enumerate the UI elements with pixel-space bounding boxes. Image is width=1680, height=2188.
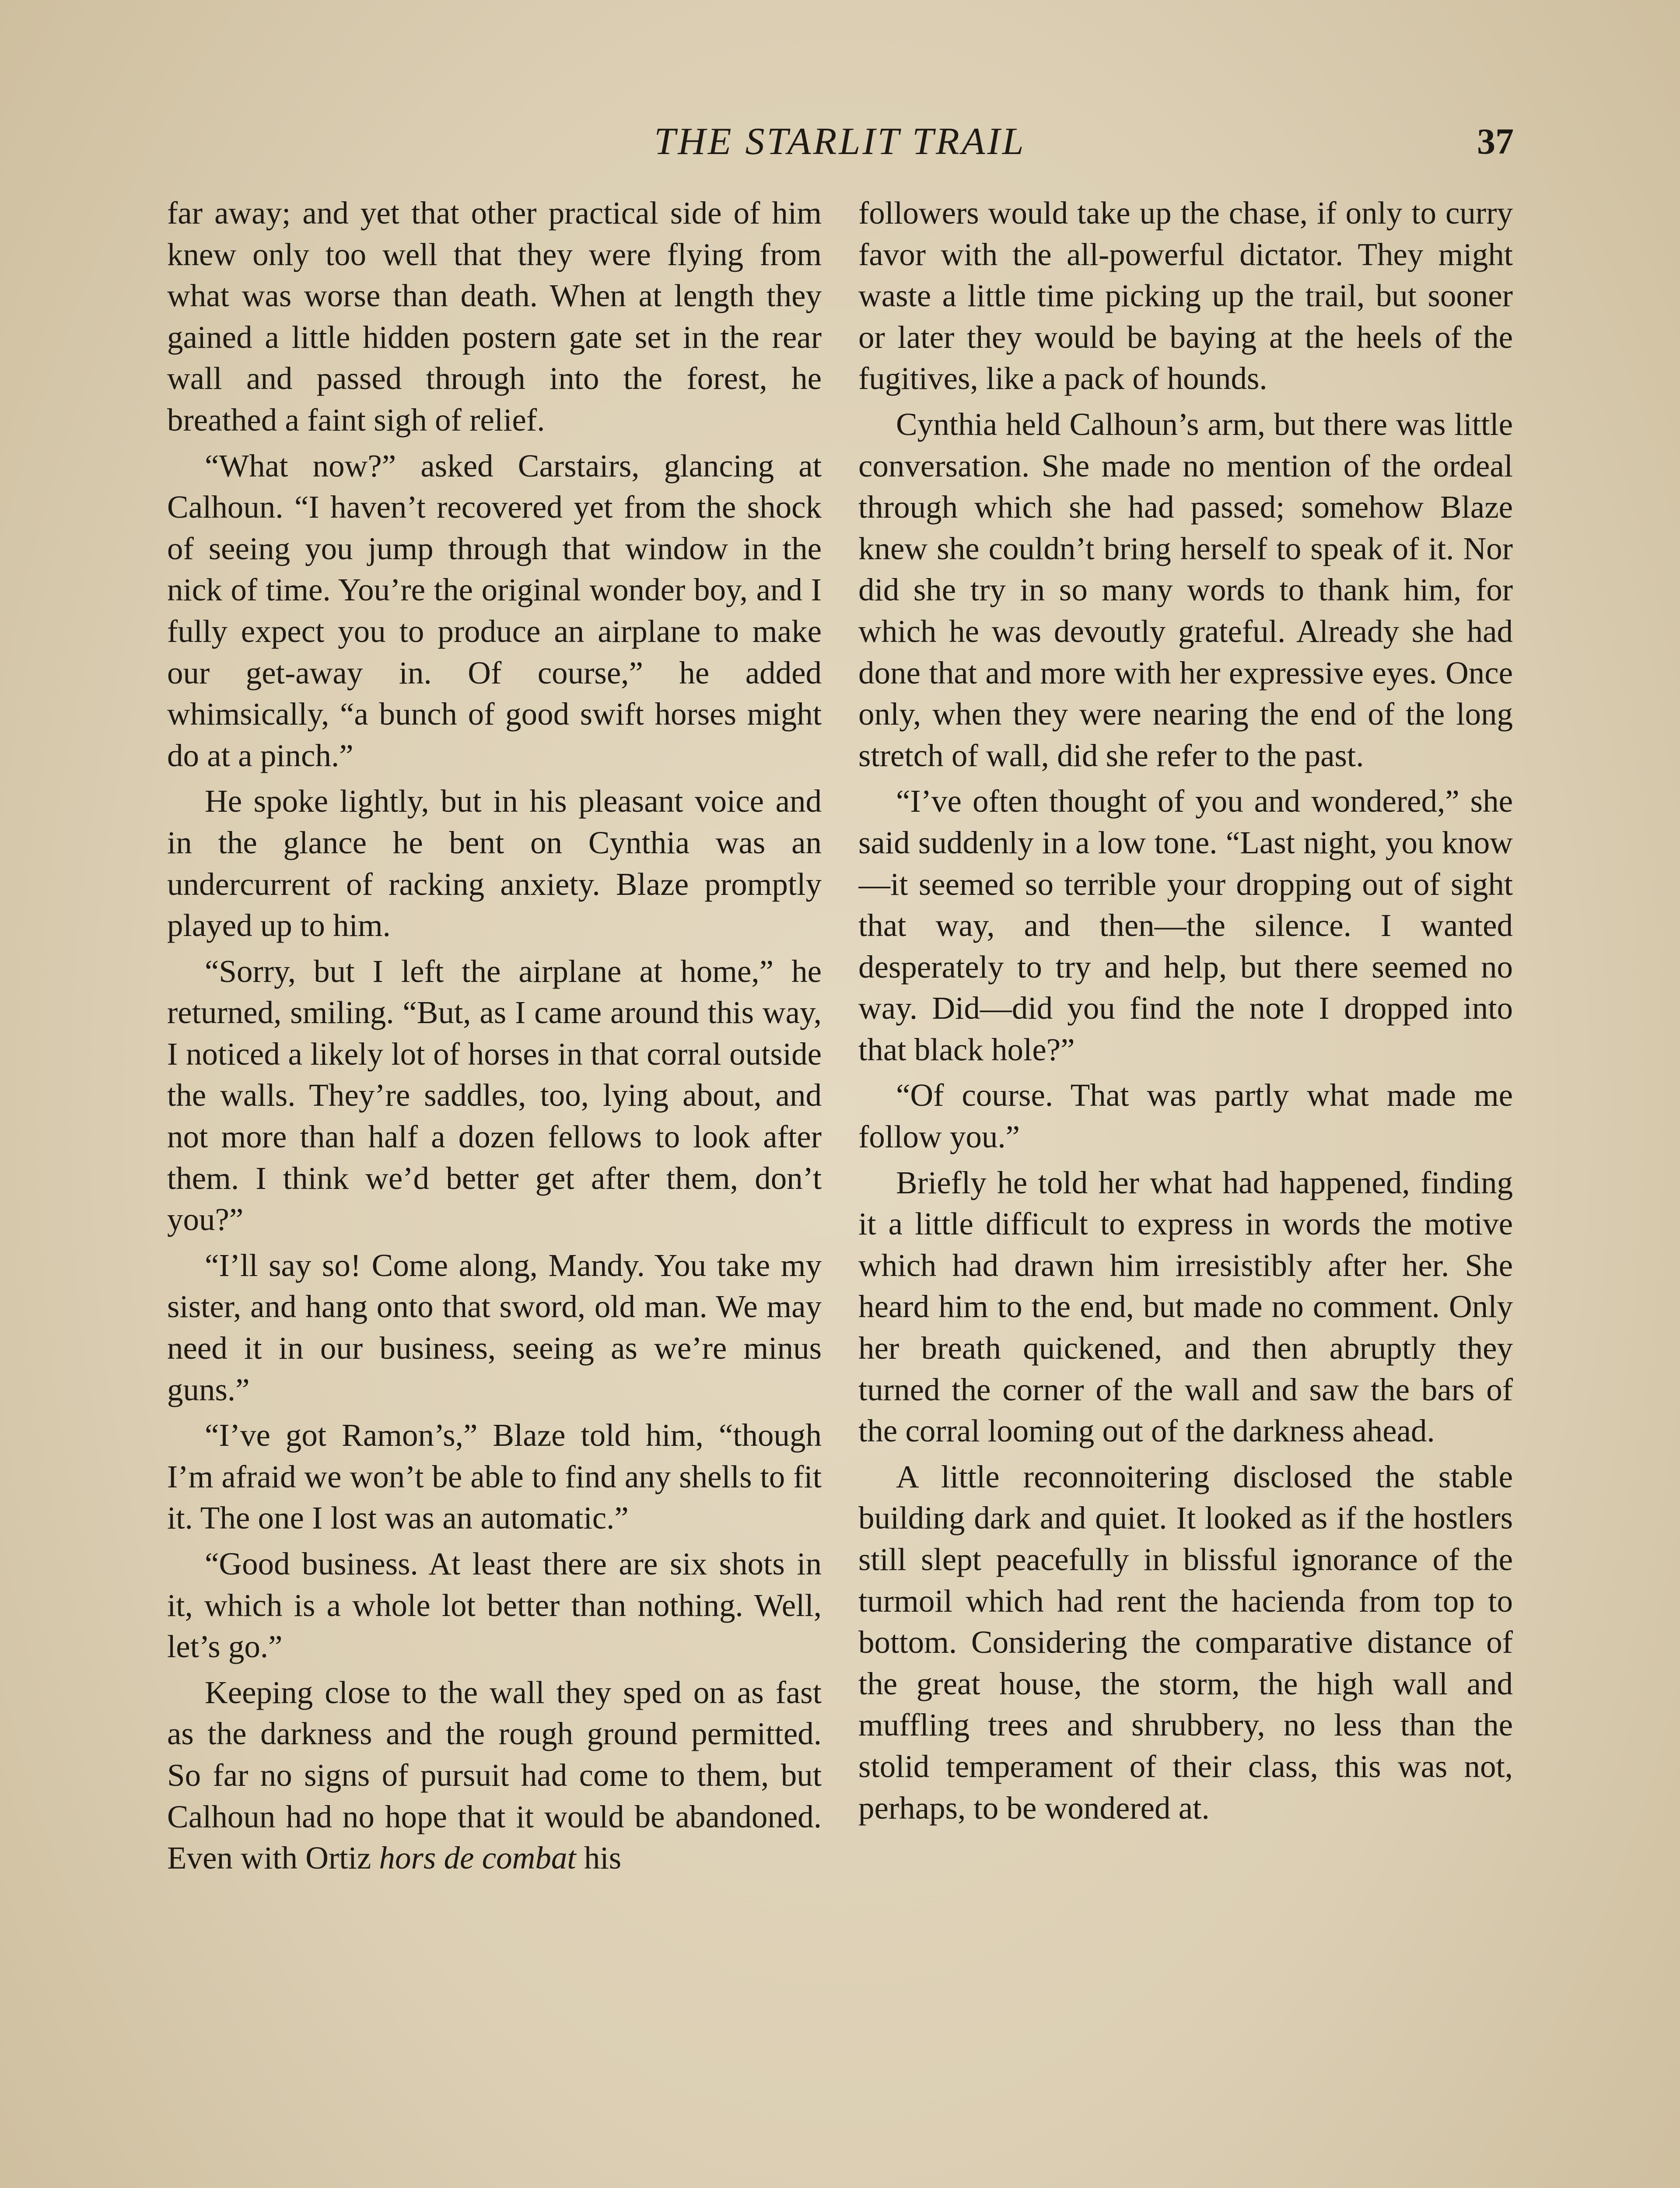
paragraph: A little reconnoitering disclosed the stable building dark and quiet. It looked as if the hostlers still slept peacefully in blissful ignorance of the turmoil which had rent the hacienda from top to bottom. Considering the comparative distance of the great house, the storm, the high wall and muffling trees and shrubbery, no less than the stolid temperament of their class, this was not, perhaps, to be wondered at. [858,1459,1513,1826]
paragraph: He spoke lightly, but in his pleasant voice and in the glance he bent on Cynthia was an undercurrent of racking anxiety. Blaze promptly played up to him. [167,783,822,943]
paragraph-text: Keeping close to the wall they sped on as fast as the darkness and the rough ground permitted. So far no signs of pursuit had come to them, but Calhoun had no hope that it would be abandoned. Even with Ortiz [167,1674,822,1876]
left-column [167,193,822,2188]
paragraph: “Of course. That was partly what made me follow you.” [858,1077,1513,1155]
paragraph: far away; and yet that other practical side of him knew only too well that they were flying from what was worse than death. When at length they gained a little hidden postern gate set in the rear wall and passed through into the forest, he breathed a faint sigh of relief. [167,195,822,438]
paragraph: “Good business. At least there are six shots in it, which is a whole lot better than nothing. Well, let’s go.” [167,1546,822,1665]
italic-phrase: hors de combat [379,1840,576,1876]
paragraph: “I’ve got Ramon’s,” Blaze told him, “though I’m afraid we won’t be able to find any shells to fit it. The one I lost was an automatic.” [167,1417,822,1536]
right-column [858,193,1513,2188]
paragraph: “Sorry, but I left the airplane at home,” he returned, smiling. “But, as I came around this way, I noticed a likely lot of horses in that corral outside the walls. They’re saddles, too, lying about, and not more than half a dozen fellows to look after them. I think we’d better get after them, don’t you?” [167,953,822,1238]
page-header [166,116,1514,168]
paragraph: Briefly he told her what had happened, finding it a little difficult to express in words the motive which had drawn him irresistibly after her. She heard him to the end, but made no comment. Only her breath quickened, and then abruptly they turned the corner of the wall and saw the bars of the corral looming out of the darkness ahead. [858,1164,1513,1449]
paragraph: “I’ll say so! Come along, Mandy. You take my sister, and hang onto that sword, old man. We may need it in our business, seeing as we’re minus guns.” [167,1247,822,1407]
page-number: 37 [1477,121,1514,162]
paragraph-text-end: his [576,1840,622,1876]
paragraph: “What now?” asked Carstairs, glancing at Calhoun. “I haven’t recovered yet from the shock of seeing you jump through that window in the nick of time. You’re the original wonder boy, and I fully expect you to produce an airplane to make our get-away in. Of course,” he added whimsically, “a bunch of good swift horses might do at a pinch.” [167,448,822,773]
paragraph: Cynthia held Calhoun’s arm, but there was little conversation. She made no mention of the ordeal through which she had passed; somehow Blaze knew she couldn’t bring herself to speak of it. Nor did she try in so many words to thank him, for which he was devoutly grateful. Already she had done that and more with her expressive eyes. Once only, when they were nearing the end of the long stretch of wall, did she refer to the past. [858,406,1513,773]
running-title: THE STARLIT TRAIL [654,120,1026,163]
paragraph: followers would take up the chase, if only to curry favor with the all-powerful dictator. They might waste a little time picking up the trail, but sooner or later they would be baying at the heels of the fugitives, like a pack of hounds. [858,195,1513,396]
paragraph-continued [167,1672,822,1879]
paragraph: “I’ve often thought of you and wondered,” she said suddenly in a low tone. “Last night, you know—it seemed so terrible your dropping out of sight that way, and then—the silence. I wanted desperately to try and help, but there seemed no way. Did—did you find the note I dropped into that black hole?” [858,783,1513,1067]
